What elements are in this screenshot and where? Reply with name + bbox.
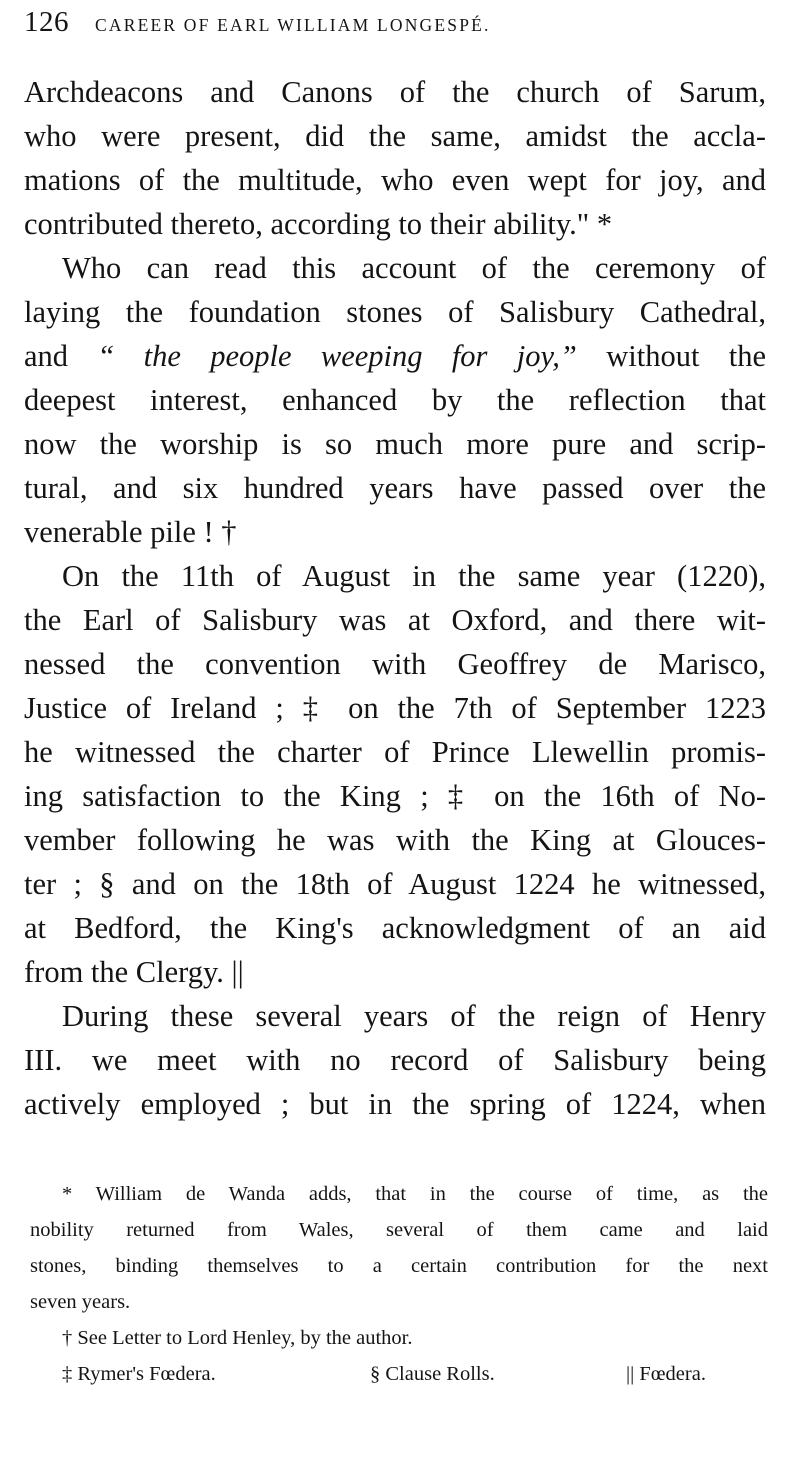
text-line: he witnessed the charter of Prince Llewellin promis- (24, 735, 766, 769)
text-line: ing satisfaction to the King ; ‡ on the 16th of No- (24, 779, 766, 813)
footnote-line: stones, binding themselves to a certain contribution for the next (30, 1255, 768, 1277)
text-line: tural, and six hundred years have passed over the (24, 471, 766, 505)
text-line: contributed thereto, according to their ability." * (24, 207, 613, 241)
footnote-section: § Clause Rolls. (370, 1363, 495, 1385)
footnote-row (30, 1356, 768, 1392)
text-line: ter ; § and on the 18th of August 1224 he witnessed, (24, 867, 766, 901)
running-title: CAREER OF EARL WILLIAM LONGESPÉ. (95, 15, 491, 35)
running-head (24, 6, 764, 40)
text-line: at Bedford, the King's acknowledgment of an aid (24, 911, 766, 945)
footnote-parallel: || Fœdera. (626, 1363, 706, 1385)
footnote-line: seven years. (30, 1291, 131, 1313)
text-line: On the 11th of August in the same year (1220), (62, 559, 766, 593)
text-line: nessed the convention with Geoffrey de Marisco, (24, 647, 766, 681)
text-fragment: without the (606, 339, 766, 373)
text-line: venerable pile ! † (24, 515, 237, 549)
text-line: now the worship is so much more pure and scrip- (24, 427, 766, 461)
body-text (24, 70, 766, 1126)
footnote-double-dagger: ‡ Rymer's Fœdera. (62, 1363, 216, 1385)
footnote-line: * William de Wanda adds, that in the course of time, as the (62, 1183, 768, 1205)
text-line: Who can read this account of the ceremony of (62, 251, 766, 285)
text-line: Archdeacons and Canons of the church of Sarum, (24, 75, 766, 109)
text-line: III. we meet with no record of Salisbury being (24, 1043, 766, 1077)
italic-quote: “ the people weeping for joy,” (97, 339, 577, 373)
footnotes (30, 1176, 768, 1392)
footnote-dagger: † See Letter to Lord Henley, by the author. (62, 1327, 413, 1349)
page-number: 126 (24, 6, 69, 38)
text-line: vember following he was with the King at Glouces- (24, 823, 766, 857)
text-line: deepest interest, enhanced by the reflection that (24, 383, 766, 417)
text-line: who were present, did the same, amidst the accla- (24, 119, 766, 153)
text-line: mations of the multitude, who even wept for joy, and (24, 163, 766, 197)
text-line: laying the foundation stones of Salisbury Cathedral, (24, 295, 766, 329)
text-line: Justice of Ireland ; ‡ on the 7th of September 1223 (24, 691, 766, 725)
text-line-quote (24, 334, 766, 378)
text-line: from the Clergy. || (24, 955, 244, 989)
footnote-line: nobility returned from Wales, several of them came and laid (30, 1219, 768, 1241)
text-line: actively employed ; but in the spring of 1224, when (24, 1087, 766, 1121)
text-line: During these several years of the reign of Henry (62, 999, 766, 1033)
text-line: the Earl of Salisbury was at Oxford, and there wit- (24, 603, 766, 637)
text-fragment: and (24, 339, 69, 373)
